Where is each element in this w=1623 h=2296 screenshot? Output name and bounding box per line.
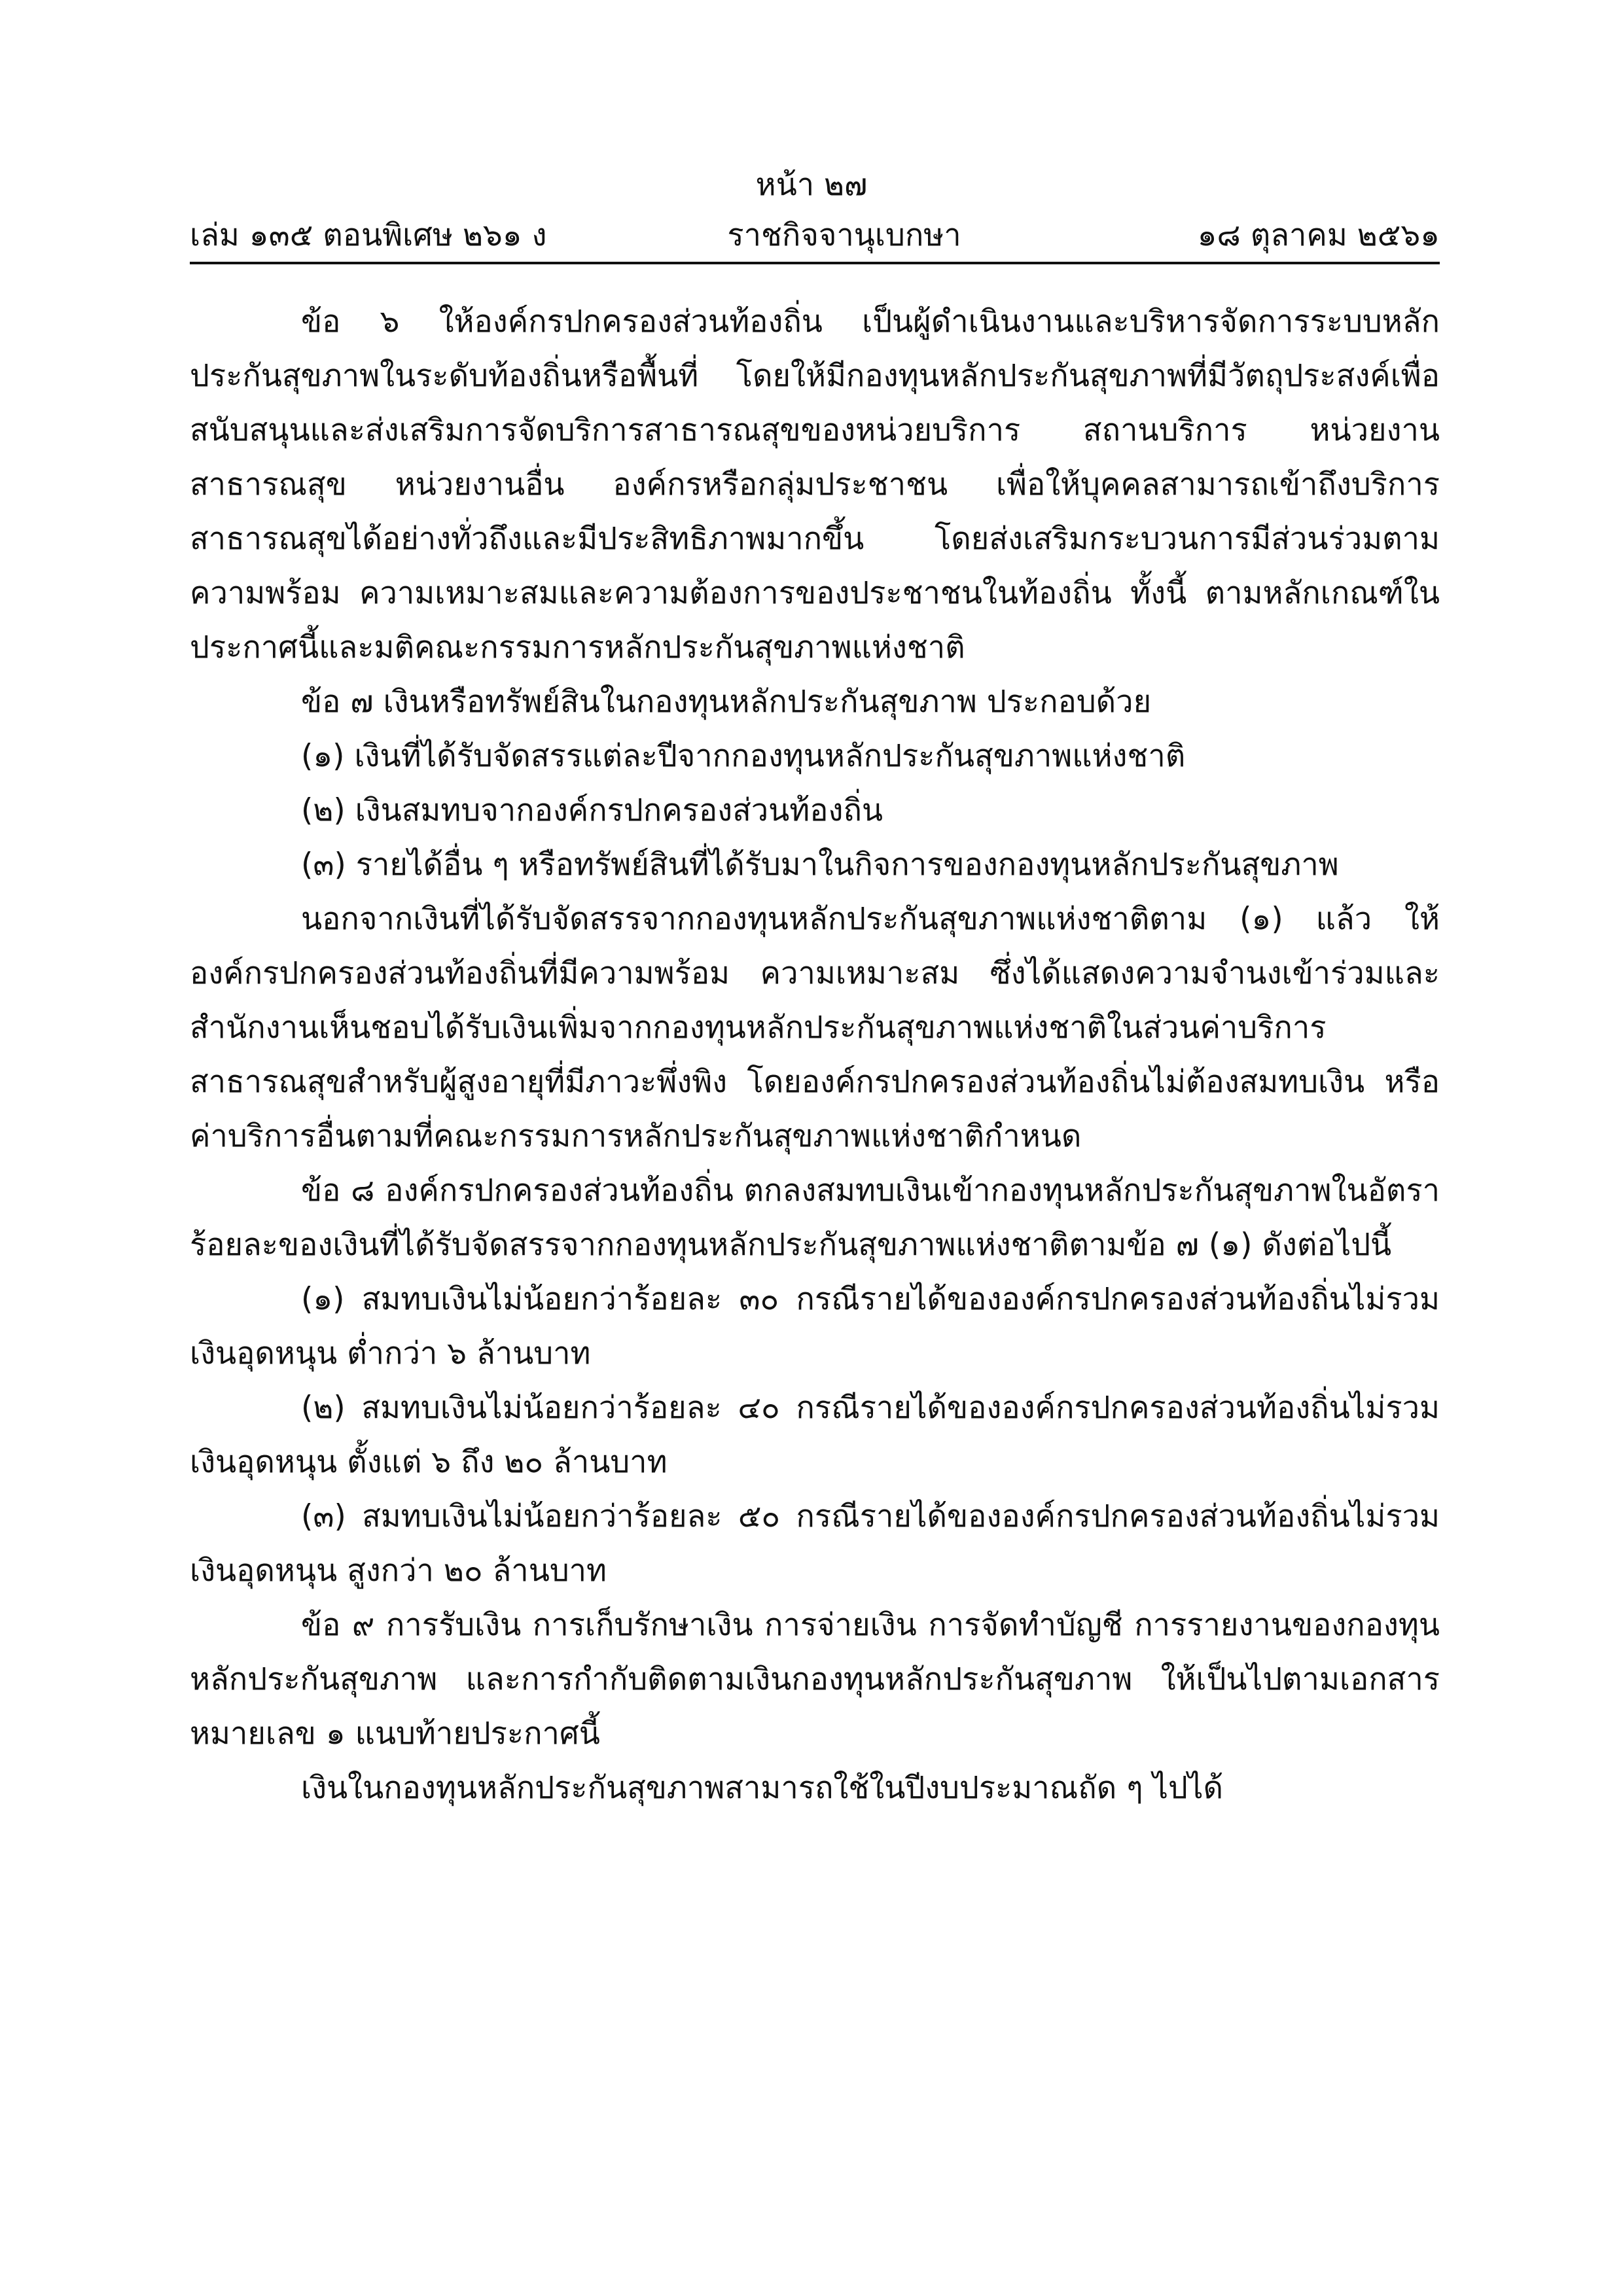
clause-6: ข้อ ๖ ให้องค์กรปกครองส่วนท้องถิ่น เป็นผู้ดำเนินงานและบริหารจัดการระบบหลักประกันสุขภาพในระดับท้องถิ่นหรือพื้นที่ โดยให้มีกองทุนหลักประกันสุขภาพที่มีวัตถุประสงค์เพื่อสนับสนุนและส่งเสริมการจัดบริการสาธารณสุขของหน่วยบริการ สถานบริการ หน่วยงานสาธารณสุข หน่วยงานอื่น องค์กรหรือกลุ่มประชาชน เพื่อให้บุคคลสามารถเข้าถึงบริการสาธารณสุขได้อย่างทั่วถึงและมีประสิทธิภาพมากขึ้น โดยส่งเสริมกระบวนการมีส่วนร่วมตามความพร้อม ความเหมาะสมและความต้องการของประชาชนในท้องถิ่น ทั้งนี้ ตามหลักเกณฑ์ในประกาศนี้และมติคณะกรรมการหลักประกันสุขภาพแห่งชาติ <box>190 304 1440 665</box>
clause-8-item-2: (๒) สมทบเงินไม่น้อยกว่าร้อยละ ๔๐ กรณีรายได้ขององค์กรปกครองส่วนท้องถิ่นไม่รวมเงินอุดหนุน ตั้งแต่ ๖ ถึง ๒๐ ล้านบาท <box>190 1390 1440 1480</box>
volume-issue: เล่ม ๑๓๕ ตอนพิเศษ ๒๖๑ ง <box>190 217 547 253</box>
clause-8-item-1: (๑) สมทบเงินไม่น้อยกว่าร้อยละ ๓๐ กรณีรายได้ขององค์กรปกครองส่วนท้องถิ่นไม่รวมเงินอุดหนุน ต่ำกว่า ๖ ล้านบาท <box>190 1281 1440 1371</box>
gazette-header <box>190 209 1440 262</box>
clause-8: ข้อ ๘ องค์กรปกครองส่วนท้องถิ่น ตกลงสมทบเงินเข้ากองทุนหลักประกันสุขภาพในอัตราร้อยละของเงินที่ได้รับจัดสรรจากกองทุนหลักประกันสุขภาพแห่งชาติตามข้อ ๗ (๑) ดังต่อไปนี้ <box>190 1173 1440 1263</box>
clause-7-item-1: (๑) เงินที่ได้รับจัดสรรแต่ละปีจากกองทุนหลักประกันสุขภาพแห่งชาติ <box>301 738 1186 774</box>
clause-9-paragraph-2: เงินในกองทุนหลักประกันสุขภาพสามารถใช้ในปีงบประมาณถัด ๆ ไปได้ <box>301 1770 1224 1806</box>
clause-9: ข้อ ๙ การรับเงิน การเก็บรักษาเงิน การจ่ายเงิน การจัดทำบัญชี การรายงานของกองทุนหลักประกันสุขภาพ และการกำกับติดตามเงินกองทุนหลักประกันสุขภาพ ให้เป็นไปตามเอกสารหมายเลข ๑ แนบท้ายประกาศนี้ <box>190 1607 1440 1752</box>
clause-7-paragraph-2: นอกจากเงินที่ได้รับจัดสรรจากกองทุนหลักประกันสุขภาพแห่งชาติตาม (๑) แล้ว ให้องค์กรปกครองส่วนท้องถิ่นที่มีความพร้อม ความเหมาะสม ซึ่งได้แสดงความจำนงเข้าร่วมและสำนักงานเห็นชอบได้รับเงินเพิ่มจากกองทุนหลักประกันสุขภาพแห่งชาติในส่วนค่าบริการสาธารณสุขสำหรับผู้สูงอายุที่มีภาวะพึ่งพิง โดยองค์กรปกครองส่วนท้องถิ่นไม่ต้องสมทบเงิน หรือค่าบริการอื่นตามที่คณะกรรมการหลักประกันสุขภาพแห่งชาติกำหนด <box>190 901 1440 1154</box>
page-number: หน้า ๒๗ <box>755 167 868 203</box>
clause-7: ข้อ ๗ เงินหรือทรัพย์สินในกองทุนหลักประกันสุขภาพ ประกอบด้วย <box>301 684 1152 720</box>
clause-7-item-3: (๓) รายได้อื่น ๆ หรือทรัพย์สินที่ได้รับมาในกิจการของกองทุนหลักประกันสุขภาพ <box>301 847 1339 883</box>
publication-title: ราชกิจจานุเบกษา <box>727 217 961 253</box>
clause-8-item-3: (๓) สมทบเงินไม่น้อยกว่าร้อยละ ๕๐ กรณีรายได้ขององค์กรปกครองส่วนท้องถิ่นไม่รวมเงินอุดหนุน สูงกว่า ๒๐ ล้านบาท <box>190 1498 1440 1589</box>
publication-date: ๑๘ ตุลาคม ๒๕๖๑ <box>1197 217 1440 253</box>
clause-7-item-2: (๒) เงินสมทบจากองค์กรปกครองส่วนท้องถิ่น <box>301 792 883 828</box>
header-divider <box>190 262 1440 264</box>
document-body <box>190 294 1440 1815</box>
